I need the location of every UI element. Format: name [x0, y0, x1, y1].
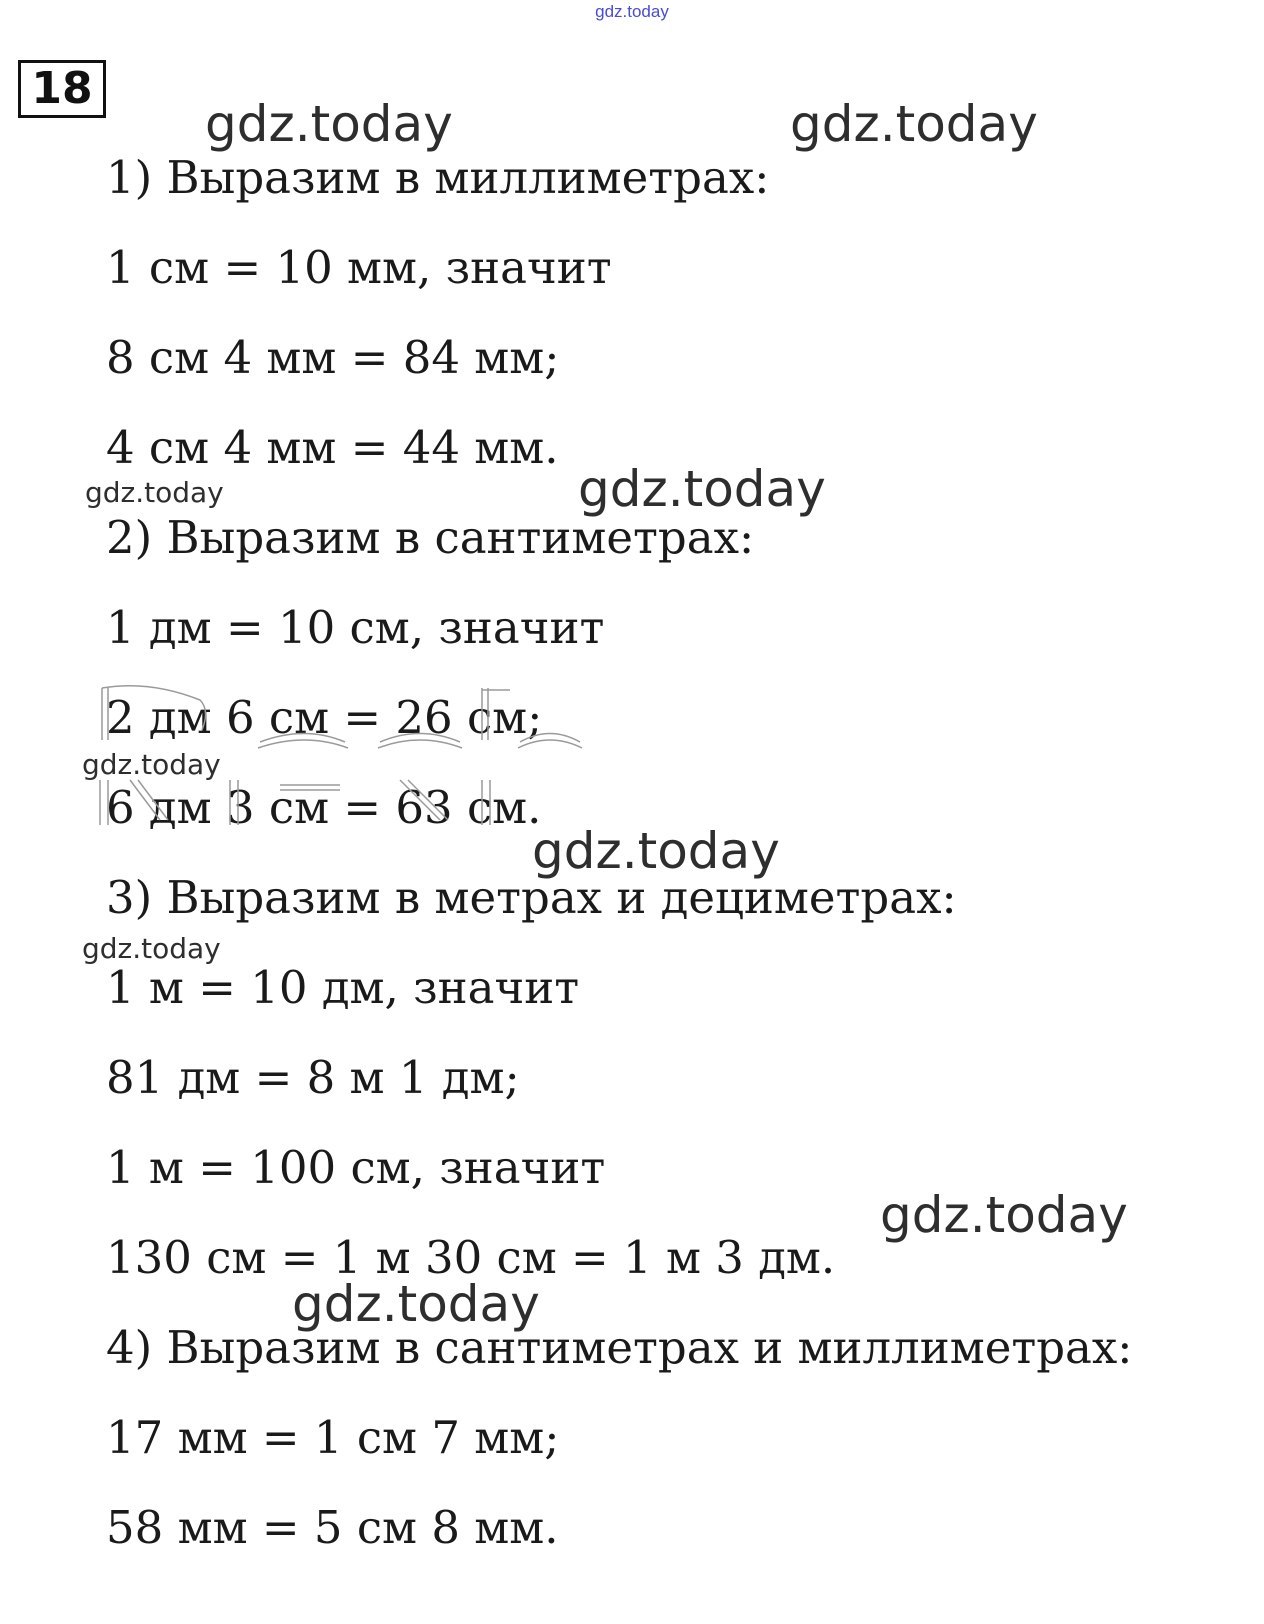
watermark-text: gdz.today — [578, 460, 826, 518]
task-number-box: 18 — [18, 60, 106, 118]
watermark-text: gdz.today — [292, 1275, 540, 1333]
solution-line: 1 м = 100 см, значит — [106, 1141, 606, 1194]
watermark-text: gdz.today — [880, 1186, 1128, 1244]
top-watermark: gdz.today — [595, 2, 669, 21]
solution-line: 2 дм 6 см = 26 см; — [106, 691, 543, 744]
section-3-heading: 3) Выразим в метрах и дециметрах: — [106, 871, 957, 924]
watermark-text: gdz.today — [790, 95, 1038, 153]
watermark-text: gdz.today — [532, 822, 780, 880]
solution-line: 8 см 4 мм = 84 мм; — [106, 331, 560, 384]
solution-line: 130 см = 1 м 30 см = 1 м 3 дм. — [106, 1231, 836, 1284]
solution-line: 1 м = 10 дм, значит — [106, 961, 580, 1014]
solution-line: 1 дм = 10 см, значит — [106, 601, 605, 654]
section-2-heading: 2) Выразим в сантиметрах: — [106, 511, 755, 564]
watermark-text: gdz.today — [82, 932, 221, 965]
watermark-text: gdz.today — [205, 95, 453, 153]
watermark-text: gdz.today — [82, 748, 221, 781]
solution-line: 4 см 4 мм = 44 мм. — [106, 421, 559, 474]
solution-line: 58 мм = 5 см 8 мм. — [106, 1501, 559, 1554]
solution-line: 81 дм = 8 м 1 дм; — [106, 1051, 520, 1104]
solution-line: 1 см = 10 мм, значит — [106, 241, 612, 294]
section-4-heading: 4) Выразим в сантиметрах и миллиметрах: — [106, 1321, 1133, 1374]
solution-line: 17 мм = 1 см 7 мм; — [106, 1411, 560, 1464]
section-1-heading: 1) Выразим в миллиметрах: — [106, 151, 770, 204]
solution-line: 6 дм 3 см = 63 см. — [106, 781, 542, 834]
watermark-text: gdz.today — [85, 476, 224, 509]
